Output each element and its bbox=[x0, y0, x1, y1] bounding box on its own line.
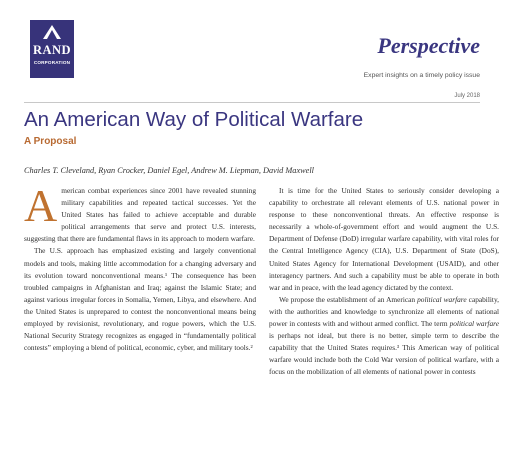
paragraph-text: is perhaps not ideal, but there is no better, simple term to describe the capability that the United States requires.³ This American way of political warfare would include both the Cold War version of political warfare, with a focus on the mobilization of all elements of national power in contests bbox=[269, 331, 499, 377]
section-tagline: Expert insights on a timely policy issue bbox=[363, 72, 480, 79]
publication-date: July 2018 bbox=[454, 93, 480, 99]
header-divider bbox=[24, 102, 480, 103]
body-column-left bbox=[24, 180, 256, 354]
body-paragraph bbox=[24, 180, 256, 245]
document-subtitle: A Proposal bbox=[24, 136, 77, 147]
paragraph-text: capability, with the authorities and knowledge to synchronize all elements of national power in contests with and without armed conflict. The term bbox=[269, 294, 499, 329]
rand-logo bbox=[30, 20, 74, 78]
section-title: Perspective bbox=[377, 33, 480, 58]
body-paragraph: The U.S. approach has emphasized existing and largely conventional models and tools, making little accommodation for a changing adversary and its evolution toward nonconventional means.¹ The consequence has been troubled campaigns in Afghanistan and Iraq; against the Islamic State; and against various irregular forces in Somalia, Yemen, Libya, and elsewhere. And the United States is unprepared to contest the nonconventional means being employed by revisionist, revolutionary, and rogue powers, which the U.S. National Security Strategy recognizes as engaged in “fundamentally political contests” employing a blend of political, economic, cyber, and military tools.² bbox=[24, 246, 256, 353]
emphasis-term: political warfare bbox=[417, 294, 467, 304]
emphasis-term: political warfare bbox=[449, 319, 499, 329]
document-title: An American Way of Political Warfare bbox=[24, 108, 364, 131]
paragraph-text: We propose the establishment of an American bbox=[279, 294, 418, 304]
rand-logo-mark-icon bbox=[43, 25, 61, 39]
body-paragraph bbox=[269, 294, 499, 379]
logo-text: RAND bbox=[32, 43, 72, 57]
drop-cap: A bbox=[24, 180, 58, 231]
body-paragraph: It is time for the United States to seriously consider developing a capability to orchestrate all relevant elements of U.S. national power in response to these nonconventional threats. An effective response is necessarily a whole-of-government effort and would augment the U.S. Department of Defense (DoD) irregular warfare capability, with vital roles for the Central Intelligence Agency (CIA), U.S. Department of State (DoS), United States Agency for International Development (USAID), and other interagency partners. And such a capability must be able to operate in both war and in peace, with the lead agency dictated by the context. bbox=[269, 186, 499, 292]
paragraph-text: merican combat experiences since 2001 have revealed stunning military capabilities and repeated tactical successes. Yet the United States has failed to achieve acceptable and durable political arrangements that serve and protect U.S. interests, suggesting that there are fundamental flaws in its approach to modern warfare. bbox=[24, 186, 256, 244]
body-column-right bbox=[269, 185, 499, 379]
logo-subtext: CORPORATION bbox=[33, 60, 71, 65]
author-list: Charles T. Cleveland, Ryan Crocker, Daniel Egel, Andrew M. Liepman, David Maxwell bbox=[24, 166, 314, 175]
